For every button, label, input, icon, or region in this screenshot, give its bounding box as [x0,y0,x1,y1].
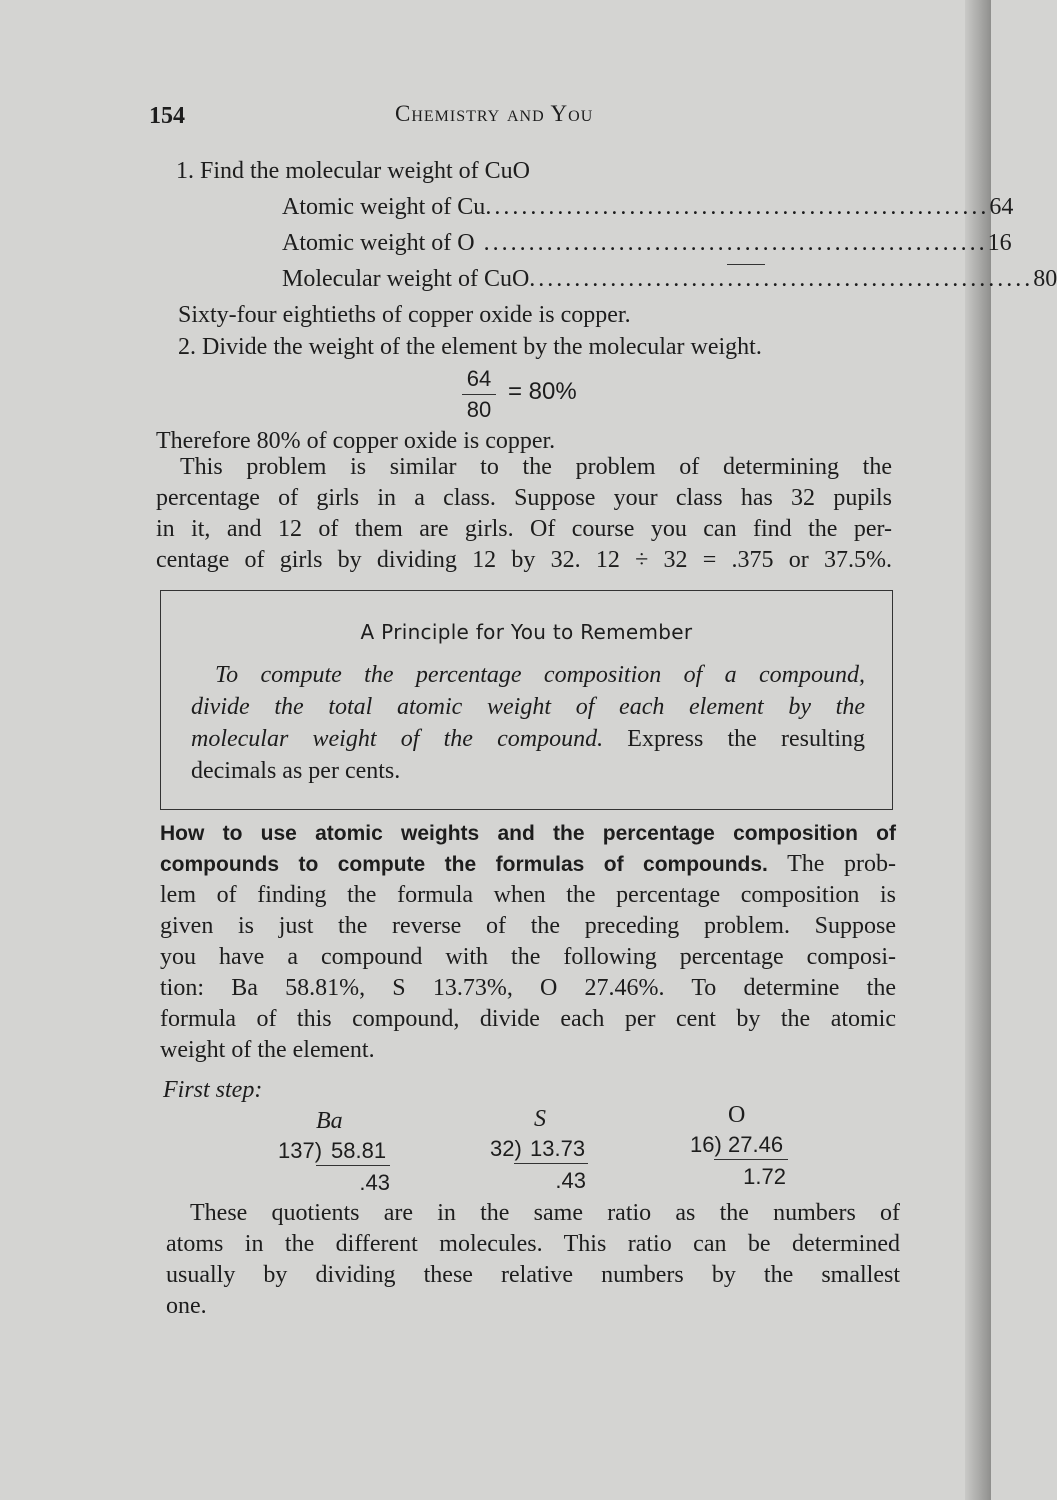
section-heading-line [160,849,896,880]
first-step-label: First step: [163,1077,263,1103]
paragraph-line: weight of the element. [160,1037,375,1063]
principle-line: To compute the percentage composition of a compound, [215,662,865,688]
principle-box [160,590,893,810]
quotient: 1.72 [743,1164,786,1189]
element-symbol: Ba [316,1108,343,1134]
principle-body [191,659,865,787]
paragraph-line: centage of girls by dividing 12 by 32. 12 ÷ 32 = .375 or 37.5%. [156,547,892,573]
dividend: 58.81 [331,1138,387,1163]
principle-line-mixed [191,723,865,755]
atomic-weight-cu-row [282,194,1014,221]
division-rule [714,1159,788,1160]
numerator: 64 [466,366,492,391]
fraction [462,366,496,423]
row-value: 80 [1033,266,1057,292]
paragraph-line: tion: Ba 58.81%, S 13.73%, O 27.46%. To determine the [160,975,896,1001]
section-heading: How to use atomic weights and the percentage composition of [160,822,896,845]
division-rule [316,1165,390,1166]
step1-conclusion: Sixty-four eightieths of copper oxide is copper. [178,302,631,328]
divisor: 16) [690,1132,722,1157]
paragraph-line: These quotients are in the same ratio as the numbers of [190,1200,900,1226]
divisor: 137) [278,1138,323,1163]
row-value: 64 [989,194,1014,220]
principle-italic-part: molecular weight of the compound. [191,726,604,752]
dividend: 27.46 [728,1132,784,1157]
dividend: 13.73 [530,1136,586,1161]
principle-title: A Principle for You to Remember [360,620,693,644]
denominator: 80 [466,397,492,422]
quotient: .43 [359,1170,390,1195]
atomic-weight-o-row [282,230,1012,257]
paragraph-line: This problem is similar to the problem of determining the [180,454,892,480]
principle-line: decimals as per cents. [191,758,401,784]
row-label: Atomic weight of O [282,230,475,256]
page-edge-shadow [965,0,991,1500]
division-o [690,1102,788,1192]
division-s [490,1106,588,1196]
paragraph-line: percentage of girls in a class. Suppose your class has 32 pupils [156,485,892,511]
fraction-bar [462,394,496,395]
divisor: 32) [490,1136,522,1161]
paragraph-line: atoms in the different molecules. This ratio can be determined [166,1231,900,1257]
row-label: Atomic weight of Cu [282,194,486,220]
molecular-weight-cuo-row [282,266,1057,293]
row-label: Molecular weight of CuO [282,266,530,292]
principle-line: divide the total atomic weight of each element by the [191,694,865,720]
paragraph-line: one. [166,1293,207,1319]
section-heading: compounds to compute the formulas of compounds. [160,853,768,876]
section-heading-tail: The prob- [787,851,896,877]
dot-leader: ........................................................ [485,194,990,220]
analogy-paragraph [156,452,892,576]
paragraph-line: formula of this compound, divide each per cent by the atomic [160,1006,896,1032]
division-rule [514,1163,588,1164]
element-symbol: O [728,1102,746,1128]
dot-leader: ........................................................ [474,230,988,256]
element-symbol: S [534,1106,546,1132]
section-paragraph [160,818,896,1066]
page-number: 154 [149,103,185,129]
running-title: Chemistry and You [395,101,594,126]
quotient: .43 [555,1168,586,1193]
sum-rule [727,264,765,265]
closing-paragraph [166,1198,900,1322]
row-value: 16 [987,230,1012,256]
principle-tail: Express the resulting [627,726,865,752]
fraction-result: = 80% [508,378,577,405]
step1-label: 1. Find the molecular weight of CuO [176,158,530,184]
paragraph-line: you have a compound with the following percentage composi- [160,944,896,970]
division-ba [278,1108,390,1198]
paragraph-line: in it, and 12 of them are girls. Of course you can find the per- [156,516,892,542]
paragraph-line: usually by dividing these relative numbers by the smallest [166,1262,900,1288]
dot-leader: ........................................................ [529,266,1034,292]
therefore-line: Therefore 80% of copper oxide is copper. [156,428,556,454]
step2-label: 2. Divide the weight of the element by the molecular weight. [178,334,762,360]
paragraph-line: lem of finding the formula when the percentage composition is [160,882,896,908]
paragraph-line: given is just the reverse of the preceding problem. Suppose [160,913,896,939]
section-heading-line [160,818,896,849]
